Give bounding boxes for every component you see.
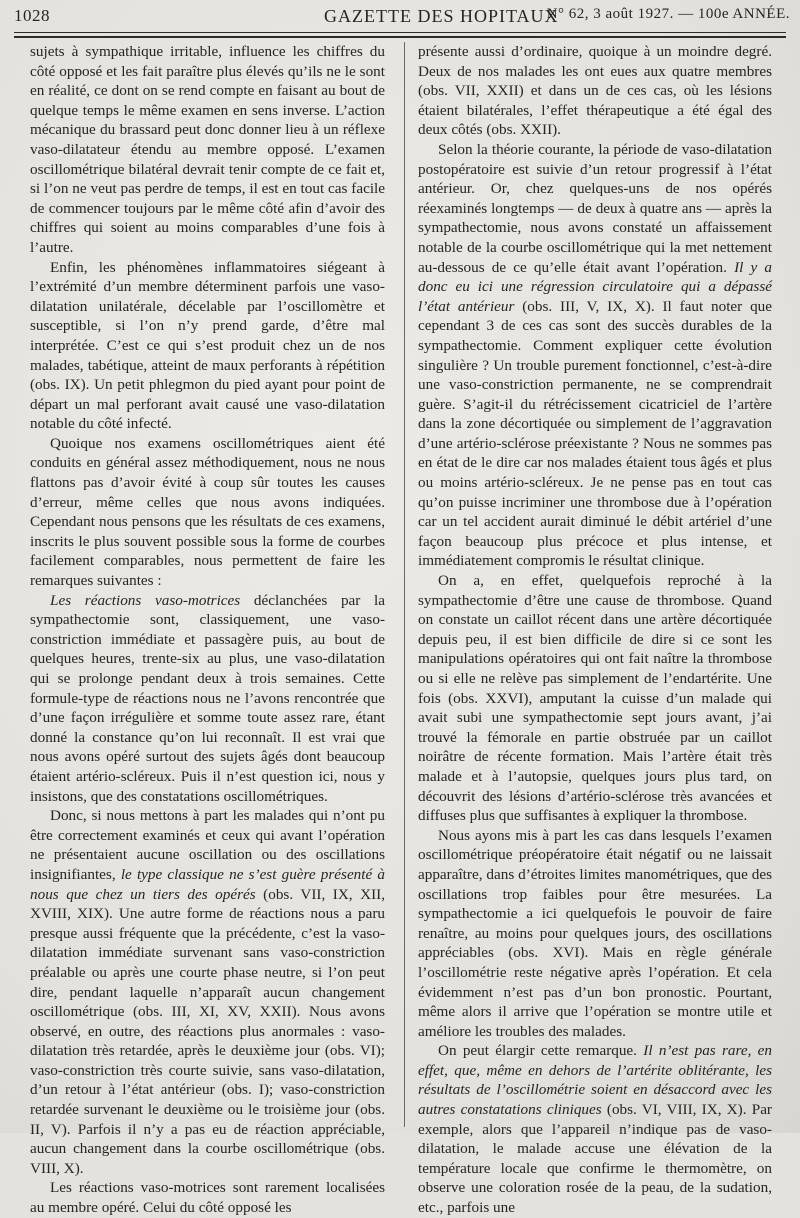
paragraph [30,591,385,807]
paragraph-text: (obs. VI, VIII, IX, X). Par exemple, alors que l’appareil n’indique pas de vaso-dilatation, le malade accuse une élévation de la température locale que confirme le thermomètre, on observe une coloration rosée de la peau, de la sudation, etc., parfois une [418,1101,772,1217]
italic-phrase: le type classique ne s’est guère présenté à nous que chez un tiers des opérés [30,865,386,903]
paragraph-text: déclanchées par la sympathectomie sont, classiquement, une vaso-constriction immédiate et passagère puis, au bout de quelques heures, trente-six au plus, une vaso-dilatation qui se prolonge pendant deux à trois semaines. Cette formule-type de réactions nous ne l’avons rencontrée que d’une façon irrégulière et somme toute assez rare, étant donné la constance qu’on lui reconnaît. Il est vrai que nous avons opéré surtout des sujets âgés dont beaucoup étaient artério-scléreux. Puis il n’est question ici, nous y insistons, que des constatations oscillométriques. [30,591,385,805]
paragraph: présente aussi d’ordinaire, quoique à un moindre degré. Deux de nos malades les ont eues aux quatre membres (obs. VII, XXII) et dans un de ces cas, où les lésions étaient bilatérales, l’effet thérapeutique a été égal des deux côtés (obs. XXII). [418,43,772,139]
paragraph-text: (obs. III, V, IX, X). Il faut noter que cependant 3 de ces cas sont des succès durables de la sympathectomie. Comment expliquer cette évolution singulière ? Un trouble purement fonctionnel, c’est-à-dire une vaso-constriction permanente, ne se comprendrait guère. S’agit-il du rétrécissement cicatriciel de l’artère dans la zone décortiquée ou simplement de l’aggravation d’une artério-sclérose préexistante ? Nous ne sommes pas en état de le dire car nos malades étaient tous âgés et plus ou moins artério-scléreux. Je ne pense pas en tout cas qu’on puisse incriminer une thrombose due à l’opération car un tel accident aurait diminué le débit artériel d’une façon beaucoup plus précoce et plus intense, et immédiatement compromis le résultat clinique. [418,297,772,570]
paragraph-text: (obs. VII, IX, XII, XVIII, XIX). Une autre forme de réactions nous a paru presque aussi fréquente que la précédente, c’est la vaso-dilatation immédiate survenant sans vaso-constriction préalable ou après une courte phase neutre, si l’on peut dire, pendant laquelle n’apparaît aucun changement oscillométrique (obs. III, XI, XV, XXII). Nous avons observé, en outre, des réactions plus anormales : vaso-dilatation très retardée, après le deuxième jour (obs. VI); vaso-constriction très courte suivie, sans vaso-dilatation, d’un retour à l’état antérieur (obs. I); vaso-constriction retardée survenant le deuxième ou le troisième jour (obs. II, V). Parfois il n’y a pas eu de réaction appréciable, aucun changement dans la courbe oscillométrique (obs. VIII, X). [30,885,385,1177]
paragraph-text: Donc, si nous mettons à part les malades qui n’ont pu être correctement examinés et ceux qui avant l’opération ne présentaient aucune oscillation ou des oscillations insignifiantes, [30,807,385,883]
paragraph: Nous ayons mis à part les cas dans lesquels l’examen oscillométrique préopératoire était négatif ou ne laissait apparaître, dans d’étroites limites manométriques, que des oscillations trop faibles pour être mesurées. La sympathectomie a ici quelquefois le pouvoir de faire renaître, au moins pour quelques jours, des oscillations appréciables (obs. XVI). Mais en règle générale l’oscillométrie reste négative après l’opération. Et cela évidemment n’est pas d’un bon pronostic. Pourtant, même alors il arrive que l’opération se montre utile et améliore les troubles des malades. [418,826,772,1040]
paragraph [418,1041,772,1217]
page-number: 1028 [14,6,50,25]
header-rule-thick [14,36,786,38]
header-rule [14,32,786,33]
right-column [418,42,772,1218]
paragraph: Enfin, les phénomènes inflammatoires siégeant à l’extrémité d’un membre déterminent parfois une vaso-dilatation unilatérale, décelable par l’oscillomètre et susceptible, si l’on n’y prend garde, d’être mal interprétée. C’est ce qui s’est produit chez un de nos malades, tabétique, atteint de maux perforants à répétition (obs. IX). Un petit phlegmon du pied ayant pour point de départ un mal perforant avait causé une vaso-dilatation notable du côté infecté. [30,258,385,433]
journal-title: GAZETTE DES HOPITAUX [324,6,559,26]
italic-phrase: Il n’est pas rare, en effet, que, même en dehors de l’artérite oblitérante, les résultats de l’oscillométrie soient en désaccord avec les autres constatations cliniques [418,1042,772,1119]
italic-phrase: Les réactions vaso-motrices [50,591,241,609]
paragraph: sujets à sympathique irritable, influence les chiffres du côté opposé et les fait paraître plus élevés qu’ils ne le sont en réalité, ce dont on se rend compte en faisant au bout de quelque temps le même examen en sens inverse. L’action mécanique du brassard peut donc donner lieu à un réflexe vaso-dilatateur étendu au membre opposé. L’examen oscillométrique bilatéral devrait tenir compte de ce fait et, si l’on ne veut pas perdre de temps, il est en tout cas facile de commencer toujours par le même côté afin d’avoir des chiffres qui soient au moins comparables d’une fois à l’autre. [30,43,385,256]
paragraph-text: Selon la théorie courante, la période de vaso-dilatation postopératoire est suivie d’un retour progressif à l’état antérieur. Or, chez quelques-uns de nos opérés réexaminés longtemps — de deux à quatre ans — après la sympathectomie, nous avons constaté un affaissement notable de la courbe oscillométrique qui la met nettement au-dessous de ce qu’elle était avant l’opération. [418,140,772,276]
column-divider [404,42,405,1127]
left-column [30,42,385,1218]
paragraph: Les réactions vaso-motrices sont rarement localisées au membre opéré. Celui du côté opposé les [30,1179,385,1217]
paragraph: On a, en effet, quelquefois reproché à la sympathectomie d’être une cause de thrombose. Quand on constate un caillot récent dans une artère décortiquée depuis peu, il est bien difficile de dire si ce sont les manipulations opératoires qui ont fait naître la thrombose ou si elle ne relève pas simplement de l’endartérite. Une fois (obs. XXVI), amputant la cuisse d’un malade qui avait subi une sympathectomie sept jours avant, j’ai trouvé la fémorale en partie obstruée par un caillot noirâtre de récente formation. Mais l’artère était très malade et à l’autopsie, quelques jours plus tard, on découvrit des lésions d’artério-sclérose très avancées et diffuses plus que suffisantes à expliquer la thrombose. [418,572,772,825]
paragraph [30,806,385,1178]
italic-phrase: Il y a donc eu ici une régression circulatoire qui a dépassé l’état antérieur [418,258,772,315]
running-header [14,4,790,30]
issue-info: N° 62, 3 août 1927. — 100e ANNÉE. [546,6,790,22]
paragraph-text: On peut élargir cette remarque. [438,1042,644,1060]
paragraph: Quoique nos examens oscillométriques aient été conduits en général assez méthodiquement, nous ne nous flattons pas d’avoir évité à coup sûr toutes les causes d’erreur, même celles que nous avons indiquées. Cependant nous pensons que les résultats de ces examens, inscrits le plus souvent possible sous la forme de courbes facilement comparables, nous permettent de faire les remarques suivantes : [30,434,385,590]
paragraph [418,140,772,571]
